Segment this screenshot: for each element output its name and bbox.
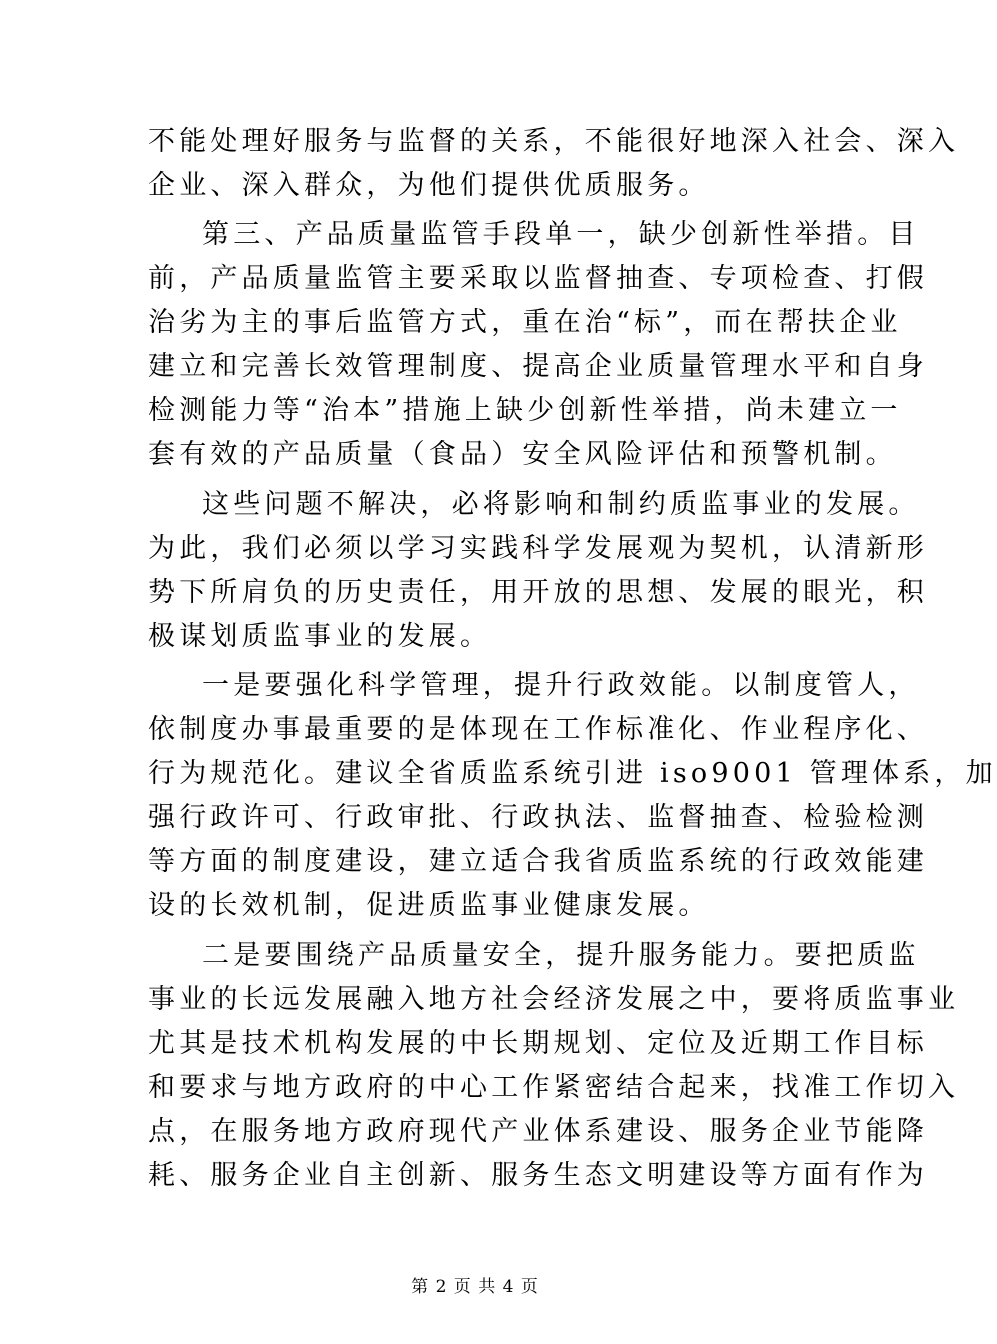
paragraph-first-line: 二是要围绕产品质量安全，提升服务能力。要把质监 (202, 940, 920, 971)
text-line: 检测能力等“治本”措施上缺少创新性举措，尚未建立一 (148, 395, 902, 426)
text-line: 建立和完善长效管理制度、提高企业质量管理水平和自身 (148, 351, 928, 382)
text-line: 行为规范化。建议全省质监系统引进 iso9001 管理体系，加 (148, 758, 997, 789)
text-line: 事业的长远发展融入地方社会经济发展之中，要将质监事业 (148, 984, 960, 1015)
text-line: 点，在服务地方政府现代产业体系建设、服务企业节能降 (148, 1116, 928, 1147)
text-line: 等方面的制度建设，建立适合我省质监系统的行政效能建 (148, 846, 928, 877)
text-line: 企业、深入群众，为他们提供优质服务。 (148, 170, 710, 201)
text-line: 依制度办事最重要的是体现在工作标准化、作业程序化、 (148, 714, 928, 745)
text-line: 极谋划质监事业的发展。 (148, 621, 492, 652)
text-line: 和要求与地方政府的中心工作紧密结合起来，找准工作切入 (148, 1072, 960, 1103)
text-line: 尤其是技术机构发展的中长期规划、定位及近期工作目标 (148, 1028, 928, 1059)
page-number-footer: 第 2 页 共 4 页 (411, 1277, 539, 1297)
text-line: 耗、服务企业自主创新、服务生态文明建设等方面有作为 (148, 1160, 928, 1191)
text-line: 强行政许可、行政审批、行政执法、监督抽查、检验检测 (148, 802, 928, 833)
text-line: 套有效的产品质量（食品）安全风险评估和预警机制。 (148, 439, 897, 470)
text-line: 不能处理好服务与监督的关系，不能很好地深入社会、深入 (148, 126, 960, 157)
paragraph-first-line: 这些问题不解决，必将影响和制约质监事业的发展。 (202, 489, 920, 520)
text-line: 设的长效机制，促进质监事业健康发展。 (148, 890, 710, 921)
text-line: 势下所肩负的历史责任，用开放的思想、发展的眼光，积 (148, 577, 928, 608)
text-line: 为此，我们必须以学习实践科学发展观为契机，认清新形 (148, 533, 928, 564)
paragraph-first-line: 第三、产品质量监管手段单一，缺少创新性举措。目 (202, 219, 920, 250)
text-line: 治劣为主的事后监管方式，重在治“标”，而在帮扶企业 (148, 307, 902, 338)
text-line: 前，产品质量监管主要采取以监督抽查、专项检查、打假 (148, 263, 928, 294)
paragraph-first-line: 一是要强化科学管理，提升行政效能。以制度管人， (202, 670, 920, 701)
